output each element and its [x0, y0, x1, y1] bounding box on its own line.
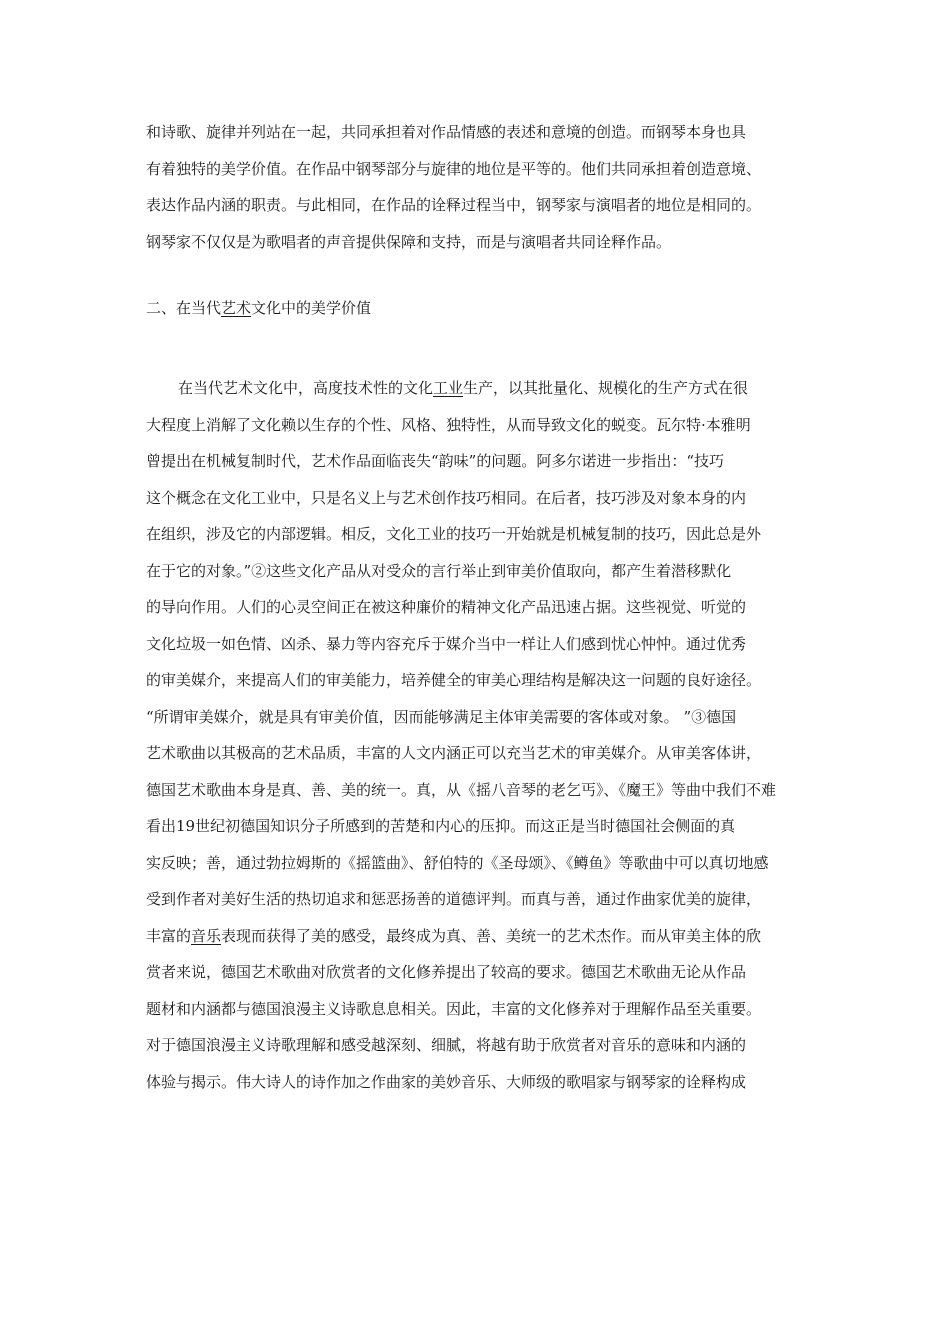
section-heading [146, 290, 818, 327]
heading-text: 二、在当代 [146, 299, 222, 317]
text-line: 艺术歌曲以其极高的艺术品质，丰富的人文内涵正可以充当艺术的审美媒介。从审美客体讲， [146, 744, 762, 762]
link-art[interactable]: 艺术 [221, 299, 252, 317]
text-line: 体验与揭示。伟大诗人的诗作加之作曲家的美妙音乐、大师级的歌唱家与钢琴家的诠释构成 [146, 1072, 747, 1091]
text-segment: 表现而获得了美的感受，最终成为真、善、美统一的艺术杰作。而从审美主体的欣 [221, 926, 762, 945]
text-line: 这个概念在文化工业中，只是名义上与艺术创作技巧相同。在后者，技巧涉及对象本身的内 [146, 488, 747, 507]
paragraph-1 [146, 114, 818, 260]
paragraph-2 [146, 370, 818, 1100]
text-segment: 在当代艺术文化中，高度技术性的文化 [178, 379, 434, 397]
text-line: 在于它的对象。”②这些文化产品从对受众的言行举止到审美价值取向，都产生着潜移默化 [146, 561, 732, 580]
text-line: 德国艺术歌曲本身是真、善、美的统一。真，从《摇八音琴的老乞丐》、《魔王》等曲中我们不难 [146, 780, 777, 799]
text-line [146, 370, 818, 407]
text-line: 在组织，涉及它的内部逻辑。相反，文化工业的技巧一开始就是机械复制的技巧，因此总是外 [146, 525, 762, 543]
text-line [146, 918, 818, 955]
heading-text: 文化中的美学价值 [251, 299, 372, 317]
text-line: “所谓审美媒介，就是具有审美价值，因而能够满足主体审美需要的客体或对象。 ”③德国 [146, 707, 737, 726]
text-line: 表达作品内涵的职责。与此相同，在作品的诠释过程当中，钢琴家与演唱者的地位是相同的。 [146, 196, 762, 214]
text-line: 和诗歌、旋律并列站在一起，共同承担着对作品情感的表述和意境的创造。而钢琴本身也具 [146, 123, 747, 141]
link-industry[interactable]: 工业 [433, 379, 464, 397]
text-segment: 丰富的 [146, 926, 192, 945]
text-line: 对于德国浪漫主义诗歌理解和感受越深刻、细腻，将越有助于欣赏者对音乐的意味和内涵的 [146, 1036, 747, 1054]
text-line: 看出19世纪初德国知识分子所感到的苦楚和内心的压抑。而这正是当时德国社会侧面的真 [146, 817, 736, 835]
text-line: 钢琴家不仅仅是为歌唱者的声音提供保障和支持，而是与演唱者共同诠释作品。 [146, 232, 672, 251]
text-line: 大程度上消解了文化赖以生存的个性、风格、独特性，从而导致文化的蜕变。瓦尔特·本雅明 [146, 415, 751, 434]
text-line: 文化垃圾一如色情、凶杀、暴力等内容充斥于媒介当中一样让人们感到忧心忡忡。通过优秀 [146, 634, 747, 653]
link-music[interactable]: 音乐 [191, 926, 222, 945]
text-line: 有着独特的美学价值。在作品中钢琴部分与旋律的地位是平等的。他们共同承担着创造意境、 [146, 159, 762, 178]
text-line: 受到作者对美好生活的热切追求和惩恶扬善的道德评判。而真与善，通过作曲家优美的旋律， [146, 890, 762, 908]
text-line: 题材和内涵都与德国浪漫主义诗歌息息相关。因此，丰富的文化修养对于理解作品至关重要。 [146, 999, 762, 1018]
text-line: 曾提出在机械复制时代，艺术作品面临丧失“韵味”的问题。阿多尔诺进一步指出：“技巧 [146, 452, 725, 470]
heading-line [146, 290, 818, 327]
text-line: 的审美媒介，来提高人们的审美能力，培养健全的审美心理结构是解决这一问题的良好途径。 [146, 671, 762, 689]
text-line: 实反映；善，通过勃拉姆斯的《摇篮曲》、舒伯特的《圣母颂》、《鳟鱼》等歌曲中可以真切地感 [146, 853, 769, 872]
text-line: 的导向作用。人们的心灵空间正在被这种廉价的精神文化产品迅速占据。这些视觉、听觉的 [146, 598, 747, 616]
text-segment: 生产，以其批量化、规模化的生产方式在很 [463, 379, 749, 397]
text-line: 赏者来说，德国艺术歌曲对欣赏者的文化修养提出了较高的要求。德国艺术歌曲无论从作品 [146, 963, 747, 981]
